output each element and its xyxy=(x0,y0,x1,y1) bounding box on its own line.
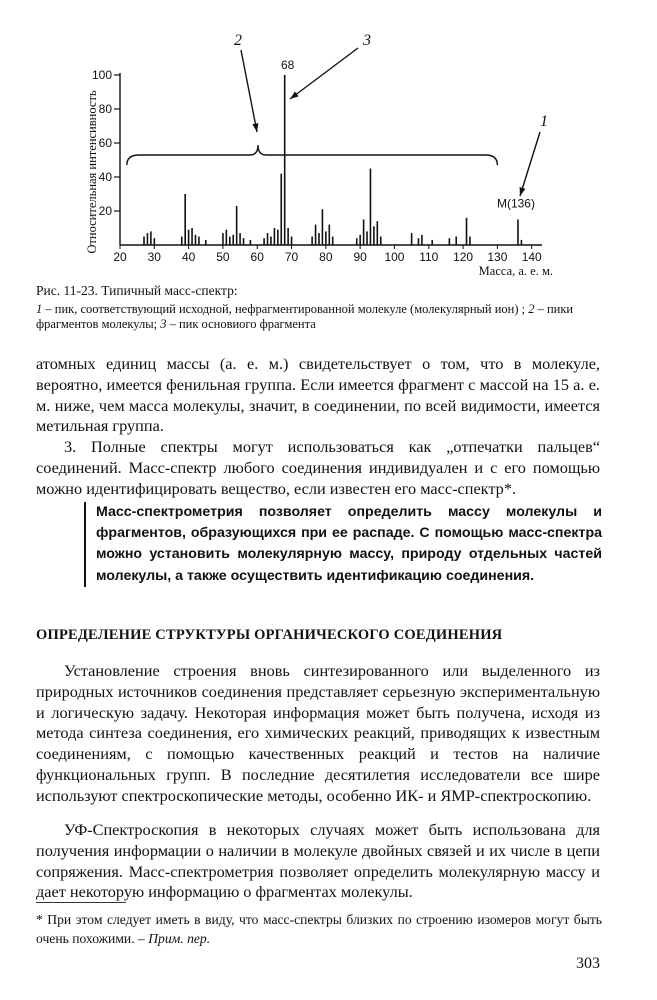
legend-number-3: 3 xyxy=(160,317,167,331)
fragment-brace xyxy=(127,145,498,165)
chart-annotations xyxy=(127,32,548,211)
y-tick-label: 100 xyxy=(91,68,112,82)
paragraph-1: атомных единиц массы (а. е. м.) свидетельствует о том, что в молекуле, вероятно, имеется фенильная группа. Если имеется фрагмент с массой на 15 а. е. м. ниже, чем масса молекулы, значит, в соединении, по всей видимости, имеется метильная группа. xyxy=(36,354,600,436)
arrow-3 xyxy=(290,48,358,99)
x-tick-label: 120 xyxy=(453,250,474,264)
annotation-1-label: 1 xyxy=(540,113,548,130)
arrow-1 xyxy=(520,132,540,196)
x-tick-label: 30 xyxy=(147,250,161,264)
legend-text-1: – пик, соответствующий исходной, нефрагментированной молекуле (молекулярный ион) ; xyxy=(42,302,529,316)
arrow-2 xyxy=(241,50,257,132)
annotation-2-label: 2 xyxy=(234,32,242,49)
annotation-3-label: 3 xyxy=(363,32,371,49)
y-axis-label: Относительная интенсивность xyxy=(85,90,99,254)
section-heading: ОПРЕДЕЛЕНИЕ СТРУКТУРЫ ОРГАНИЧЕСКОГО СОЕДИНЕНИЯ xyxy=(36,627,503,643)
x-tick-label: 20 xyxy=(113,250,127,264)
x-tick-label: 110 xyxy=(419,250,439,264)
chart-axes xyxy=(85,68,553,278)
molecular-ion-label: M(136) xyxy=(496,196,535,211)
x-tick-label: 90 xyxy=(353,250,367,264)
y-tick-label: 20 xyxy=(98,204,112,218)
y-tick-label: 80 xyxy=(98,102,112,116)
figure-caption-title: Рис. 11-23. Типичный масс-спектр: xyxy=(36,283,238,298)
paragraph-4: УФ-Спектроскопия в некоторых случаях может быть использована для получения информации о наличии в молекуле двойных связей и их числе в цепи сопряжения. Масс-спектрометрия позволяет определить молекулярную массу и дает некоторую информацию о фрагментах молекулы. xyxy=(36,820,600,902)
arrow-3-head xyxy=(290,91,299,99)
x-tick-label: 140 xyxy=(521,250,542,264)
chart-peaks xyxy=(144,75,521,245)
arrow-1-head xyxy=(520,187,526,196)
footnote xyxy=(36,910,602,948)
legend-text-3: – пик основиого фрагмента xyxy=(166,317,316,331)
arrow-2-head xyxy=(252,123,258,132)
x-tick-label: 50 xyxy=(216,250,230,264)
footnote-note: Прим. пер. xyxy=(148,931,211,946)
paragraph-3: Установление строения вновь синтезированного или выделенного из природных источников соединения представляет серьезную экспериментальную и логическую задачу. Некоторая информация может быть получена, исходя из метода синтеза соединения, его химических реакций, приводящих к известным соединениям, с помощью качественных реакций и тестов на наличие функциональных групп. В последние десятилетия исследователи все шире используют спектроскопические методы, особенно ИК- и ЯМР-спектроскопию. xyxy=(36,661,600,805)
summary-box: Масс-спектрометрия позволяет определить массу молекулы и фрагментов, образующихся при ее распаде. С помощью масс-спектра можно установить молекулярную массу, природу отдельных частей молекулы, а также осуществить идентификацию соединения. xyxy=(84,502,602,587)
x-tick-label: 40 xyxy=(181,250,196,264)
x-tick-label: 100 xyxy=(384,250,405,264)
x-tick-label: 130 xyxy=(487,250,508,264)
figure-caption-legend xyxy=(36,302,602,332)
page-number: 303 xyxy=(576,955,600,972)
x-tick-label: 60 xyxy=(250,250,264,264)
y-tick-label: 40 xyxy=(98,170,112,184)
x-axis-label: Масса, а. е. м. xyxy=(478,264,553,278)
x-tick-label: 70 xyxy=(284,250,299,264)
legend-number-1: 1 xyxy=(36,302,43,316)
y-tick-label: 60 xyxy=(98,136,112,150)
legend-text-2: – пики фрагментов молекулы; xyxy=(36,302,574,331)
footnote-text: * При этом следует иметь в виду, что масс-спектры близких по строению изомеров могут быть очень похожими. – xyxy=(36,912,602,946)
paragraph-2: 3. Полные спектры могут использоваться как „отпечатки пальцев“ соединений. Масс-спектр любого соединения индивидуален и с его помощью можно идентифицировать вещество, если известен его масс-спектр*. xyxy=(36,437,600,498)
x-tick-label: 80 xyxy=(319,250,333,264)
mass-spectrum-chart xyxy=(0,0,657,282)
base-peak-label: 68 xyxy=(281,58,295,72)
legend-number-2: 2 xyxy=(528,302,535,316)
footnote-rule xyxy=(36,902,126,903)
